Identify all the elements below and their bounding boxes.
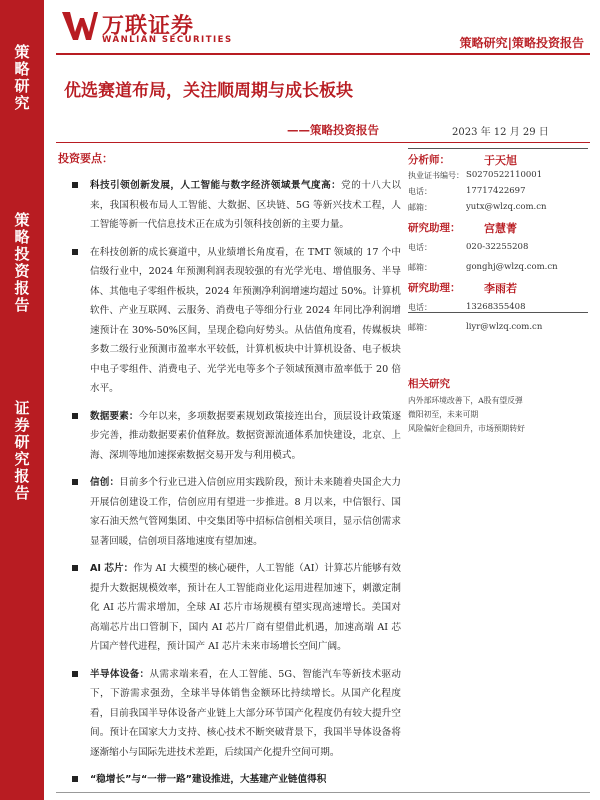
sidebar-char: 报 [14, 467, 30, 485]
sidebar-label-strategy-report [0, 212, 44, 314]
investment-highlights [58, 150, 401, 798]
report-category: 策略研究|策略投资报告 [459, 36, 584, 50]
sidebar-char: 究 [14, 94, 30, 112]
paragraph-lead: “稳增长”与“一带一路”建设推进，大基建产业链值得积 [90, 774, 327, 785]
analyst-phone [408, 240, 588, 256]
analyst-name: 李雨若 [484, 282, 517, 295]
sidebar-char: 告 [14, 484, 30, 502]
sidebar-char: 证 [14, 399, 30, 417]
analyst-1 [408, 152, 588, 168]
paragraph-text: 今年以来，多项数据要素规划政策接连出台，顶层设计政策逐步完善，推动数据要素价值释放。数据资源流通体系加快建设，北京、上海、深圳等地加速探索数据交易开发与利用模式。 [90, 410, 402, 461]
paragraph-text: 作为 AI 大模型的核心硬件，人工智能（AI）计算芯片能够有效提升大数据规模效率，预计在人工智能商业化运用进程加速下，刺激定制化 AI 芯片需求增加，全球 AI 芯片市场规模有望实现高速增长。美国对高端芯片出口管制下，国内 AI 芯片厂商有望借此机遇，加速高端 AI 芯片国产替代进程，预计国产 AI 芯片未来市场增长空间广阔。 [90, 563, 401, 652]
paragraph-xinchuang [58, 473, 401, 551]
analyst-role: 研究助理： [408, 222, 461, 234]
title-divider [56, 142, 590, 143]
info-label: 邮箱： [408, 263, 432, 272]
analyst-top-divider [408, 148, 588, 149]
sidebar-char: 略 [14, 228, 30, 246]
bullet-icon [72, 413, 78, 419]
info-label: 邮箱： [408, 203, 432, 212]
bullet-icon [72, 565, 78, 571]
analyst-panel [408, 150, 588, 336]
bullet-icon [72, 671, 78, 677]
analyst-email[interactable] [408, 200, 588, 216]
info-label: 执业证书编号： [408, 171, 464, 180]
info-label: 电话： [408, 243, 432, 252]
paragraph-text: 从需求端来看，在人工智能、5G、智能汽车等新技术驱动下，下游需求强劲，全球半导体销售金额环比持续增长。从国产化程度看，目前我国半导体设备产业链上大部分环节国产化程度仍有较大提升空间。预计在国家大力支持、核心技术不断突破背景下，我国半导体设备将逐渐缩小与国际先进技术差距，后续国产化提升空间可期。 [90, 668, 401, 758]
document-title: 优选赛道布局，关注顺周期与成长板块 [64, 81, 353, 101]
logo-name-cn: 万联证券 [102, 14, 195, 39]
report-date: 2023 年 12 月 29 日 [452, 127, 549, 138]
paragraph-semiconductor-equipment [58, 665, 401, 763]
left-sidebar [0, 0, 44, 800]
info-value: 17717422697 [466, 186, 526, 196]
analyst-name: 宫慧菁 [484, 222, 517, 235]
section-heading: 投资要点： [58, 152, 113, 165]
paragraph-tech-innovation [58, 176, 401, 235]
analyst-email[interactable] [408, 320, 588, 336]
related-item[interactable]: 微阳初至，未来可期 [408, 410, 479, 419]
info-label: 电话： [408, 303, 432, 312]
analyst-role: 研究助理： [408, 282, 461, 294]
paragraph-growth-track [58, 243, 401, 399]
sidebar-char: 策 [14, 43, 30, 61]
sidebar-char: 投 [14, 245, 30, 263]
logo-w-icon [62, 10, 98, 42]
sidebar-label-securities-report [0, 400, 44, 502]
analyst-bottom-divider [408, 312, 588, 313]
bullet-icon [72, 776, 78, 782]
info-label: 邮箱： [408, 323, 432, 332]
sidebar-char: 略 [14, 60, 30, 78]
footer-divider [56, 792, 590, 793]
paragraph-lead: 数据要素： [90, 410, 139, 422]
sidebar-char: 究 [14, 450, 30, 468]
bullet-icon [72, 182, 78, 188]
paragraph-text: 党的十八大以来，我国积极布局人工智能、大数据、区块链、5G 等新兴技术工程，人工智能等新一代信息技术正在成为引领科技创新的主要力量。 [90, 180, 401, 230]
paragraph-text: 在科技创新的成长赛道中，从业绩增长角度看，在 TMT 领域的 17 个中信级行业中，2024 年预测利润表现较强的有光学光电、增值服务、半导体、其他电子零组件板块，2024 年预测净利润增速均超过 50%。计算机软件、产业互联网、云服务、消费电子等细分行业 2024 年同比净利润增速预计在 30%-50%区间，呈现企稳向好势头。从估值角度看，传媒板块多数二级行业预测市盈率水平较低，计算机板块中计算机设备、电子板块中电子零组件、消费电子、光学光电等多个子领域预测市盈率低于 20 倍水平。 [90, 246, 401, 394]
analyst-2 [408, 220, 588, 236]
analyst-role: 分析师： [408, 154, 450, 166]
paragraph-lead: 半导体设备： [90, 668, 150, 680]
paragraph-data-elements [58, 407, 401, 466]
related-item[interactable]: 内外部环境改善下，A股有望反弹 [408, 396, 523, 405]
analyst-name: 于天旭 [484, 154, 517, 167]
header-divider [56, 53, 590, 55]
sidebar-char: 报 [14, 279, 30, 297]
report-type: ——策略投资报告 [287, 123, 379, 137]
email-link[interactable]: yutx@wlzq.com.cn [466, 202, 547, 212]
analyst-phone [408, 300, 588, 316]
sidebar-char: 券 [14, 416, 30, 434]
sidebar-label-strategy-research [0, 44, 44, 112]
sidebar-char: 告 [14, 296, 30, 314]
paragraph-ai-chips [58, 559, 401, 657]
paragraph-lead: AI 芯片： [90, 563, 134, 574]
company-logo [62, 8, 252, 46]
paragraph-text: 目前多个行业已进入信创应用实践阶段，预计未来随着央国企大力开展信创建设工作，信创应用有望进一步推进。8 月以来，中信银行、国家石油天然气管网集团、中交集团等中招标信创相关项目，显示信创需求显著回暖，信创项目落地速度有望加速。 [90, 477, 402, 547]
sidebar-char: 资 [14, 262, 30, 280]
info-value: 13268355408 [466, 302, 526, 312]
info-label: 电话： [408, 187, 432, 196]
related-heading: 相关研究 [408, 378, 450, 390]
paragraph-lead: 科技引领创新发展，人工智能与数字经济领域景气度高： [90, 180, 342, 191]
email-link[interactable]: gonghj@wlzq.com.cn [466, 262, 558, 272]
analyst-3 [408, 280, 588, 296]
related-item[interactable]: 风险偏好企稳回升，市场预期转好 [408, 424, 525, 433]
sidebar-char: 策 [14, 211, 30, 229]
analyst-phone [408, 184, 588, 200]
sidebar-char: 研 [14, 433, 30, 451]
paragraph-lead: 信创： [90, 477, 120, 488]
info-value: S0270522110001 [466, 170, 543, 180]
sidebar-char: 研 [14, 77, 30, 95]
bullet-icon [72, 479, 78, 485]
related-research [408, 376, 588, 436]
paragraph-infrastructure [58, 770, 401, 790]
email-link[interactable]: liyr@wlzq.com.cn [466, 322, 543, 332]
logo-name-en: WANLIAN SECURITIES [102, 35, 233, 45]
info-value: 020-32255208 [466, 242, 529, 252]
bullet-icon [72, 249, 78, 255]
analyst-license [408, 168, 588, 184]
analyst-email[interactable] [408, 260, 588, 276]
